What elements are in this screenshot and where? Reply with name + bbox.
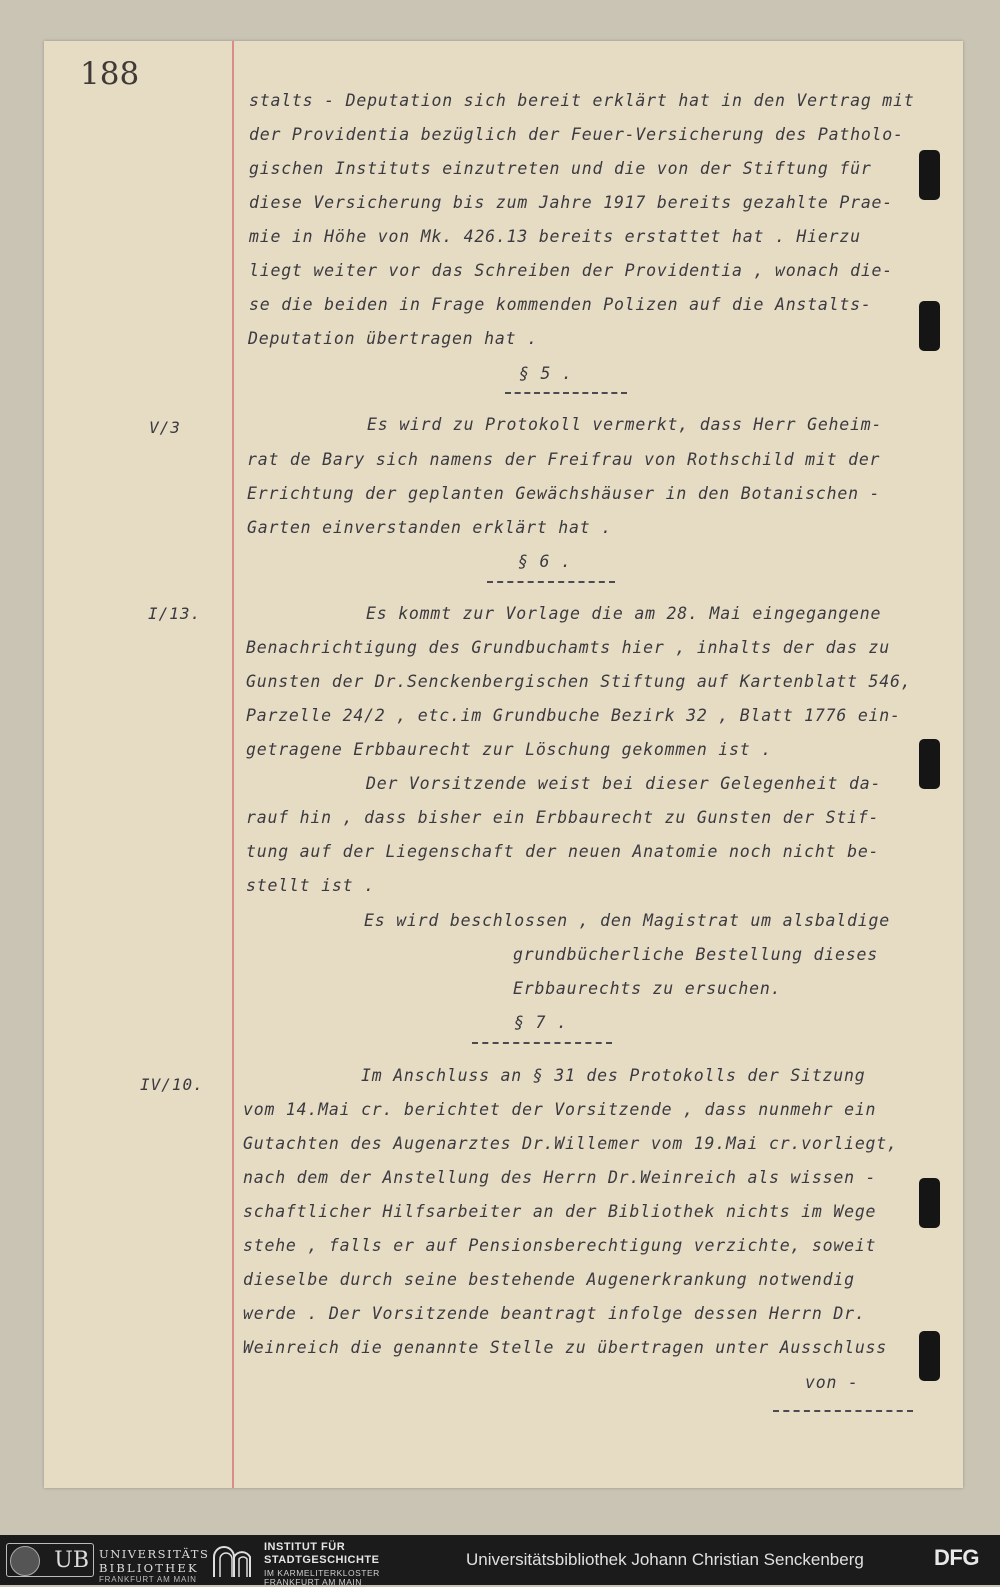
section-heading-7: § 7 .	[514, 1013, 568, 1032]
filing-tab	[919, 301, 940, 351]
margin-ref-v3: V/3	[149, 418, 181, 437]
library-name-link[interactable]: Universitätsbibliothek Johann Christian Senckenberg	[466, 1550, 864, 1569]
isg-name-line1: INSTITUT FÜR	[264, 1541, 346, 1553]
filing-tab	[919, 739, 940, 789]
text-line: Parzelle 24/2 , etc.im Grundbuche Bezirk 32 , Blatt 1776 ein-	[246, 706, 901, 725]
text-line: gischen Instituts einzutreten und die von der Stiftung für	[249, 159, 872, 178]
text-line: Deputation übertragen hat .	[248, 329, 538, 348]
text-line: Es wird beschlossen , den Magistrat um alsbaldige	[364, 911, 890, 930]
section-rule	[505, 392, 627, 394]
isg-name-line4: FRANKFURT AM MAIN	[264, 1577, 362, 1587]
text-line: Erbbaurechts zu ersuchen.	[513, 979, 782, 998]
text-line: werde . Der Vorsitzende beantragt infolge dessen Herrn Dr.	[243, 1304, 866, 1323]
section-heading-5: § 5 .	[519, 364, 573, 383]
text-line: stehe , falls er auf Pensionsberechtigung verzichte, soweit	[243, 1236, 877, 1255]
text-line: der Providentia bezüglich der Feuer-Versicherung des Patholo-	[249, 125, 904, 144]
filing-tab	[919, 1178, 940, 1228]
filing-tab	[919, 1331, 940, 1381]
text-line: Benachrichtigung des Grundbuchamts hier , inhalts der das zu	[246, 638, 891, 657]
section-rule	[472, 1042, 612, 1044]
margin-line	[232, 41, 234, 1488]
ub-name-line3: FRANKFURT AM MAIN	[99, 1575, 197, 1584]
margin-ref-i13: I/13.	[148, 604, 202, 623]
text-line: tung auf der Liegenschaft der neuen Anatomie noch nicht be-	[246, 842, 880, 861]
text-line-catchword: von -	[805, 1373, 859, 1392]
section-rule	[773, 1410, 913, 1412]
text-line: Garten einverstanden erklärt hat .	[247, 518, 612, 537]
filing-tab	[919, 150, 940, 200]
text-line: mie in Höhe von Mk. 426.13 bereits erstattet hat . Hierzu	[249, 227, 861, 246]
text-line: diese Versicherung bis zum Jahre 1917 bereits gezahlte Prae-	[249, 193, 894, 212]
text-line: Es wird zu Protokoll vermerkt, dass Herr Geheim-	[367, 415, 883, 434]
text-line: dieselbe durch seine bestehende Augenerkrankung notwendig	[243, 1270, 855, 1289]
text-line: Im Anschluss an § 31 des Protokolls der Sitzung	[361, 1066, 866, 1085]
margin-ref-iv10: IV/10.	[140, 1075, 204, 1094]
ub-logo[interactable]: UB	[6, 1543, 94, 1577]
text-line: grundbücherliche Bestellung dieses	[513, 945, 878, 964]
ub-seal-icon	[10, 1546, 40, 1576]
text-line: nach dem der Anstellung des Herrn Dr.Weinreich als wissen -	[243, 1168, 877, 1187]
text-line: Gutachten des Augenarztes Dr.Willemer vom 19.Mai cr.vorliegt,	[243, 1134, 898, 1153]
text-line: Der Vorsitzende weist bei dieser Gelegenheit da-	[366, 774, 882, 793]
isg-name-line2: STADTGESCHICHTE	[264, 1554, 380, 1566]
dfg-logo[interactable]: DFG	[934, 1545, 979, 1570]
text-line: Es kommt zur Vorlage die am 28. Mai eingegangene	[366, 604, 882, 623]
ub-name-line2: BIBLIOTHEK	[99, 1561, 199, 1575]
text-line: vom 14.Mai cr. berichtet der Vorsitzende , dass nunmehr ein	[243, 1100, 877, 1119]
text-line: stalts - Deputation sich bereit erklärt hat in den Vertrag mit	[249, 91, 915, 110]
text-line: getragene Erbbaurecht zur Löschung gekommen ist .	[246, 740, 772, 759]
text-line: liegt weiter vor das Schreiben der Providentia , wonach die-	[249, 261, 894, 280]
text-line: rauf hin , dass bisher ein Erbbaurecht zu Gunsten der Stif-	[246, 808, 880, 827]
text-line: Errichtung der geplanten Gewächshäuser in den Botanischen -	[247, 484, 881, 503]
text-line: se die beiden in Frage kommenden Polizen auf die Anstalts-	[249, 295, 872, 314]
text-line: Weinreich die genannte Stelle zu übertragen unter Ausschluss	[243, 1338, 888, 1357]
section-heading-6: § 6 .	[518, 552, 572, 571]
ub-name-line1: UNIVERSITÄTS	[99, 1547, 210, 1561]
isg-arches-icon[interactable]	[212, 1543, 252, 1579]
text-line: rat de Bary sich namens der Freifrau von Rothschild mit der	[247, 450, 881, 469]
isg-name-line3: IM KARMELITERKLOSTER	[264, 1568, 380, 1578]
text-line: schaftlicher Hilfsarbeiter an der Bibliothek nichts im Wege	[243, 1202, 877, 1221]
page-number: 188	[80, 56, 140, 92]
text-line: Gunsten der Dr.Senckenbergischen Stiftung auf Kartenblatt 546,	[246, 672, 912, 691]
section-rule	[487, 581, 615, 583]
text-line: stellt ist .	[246, 876, 375, 895]
